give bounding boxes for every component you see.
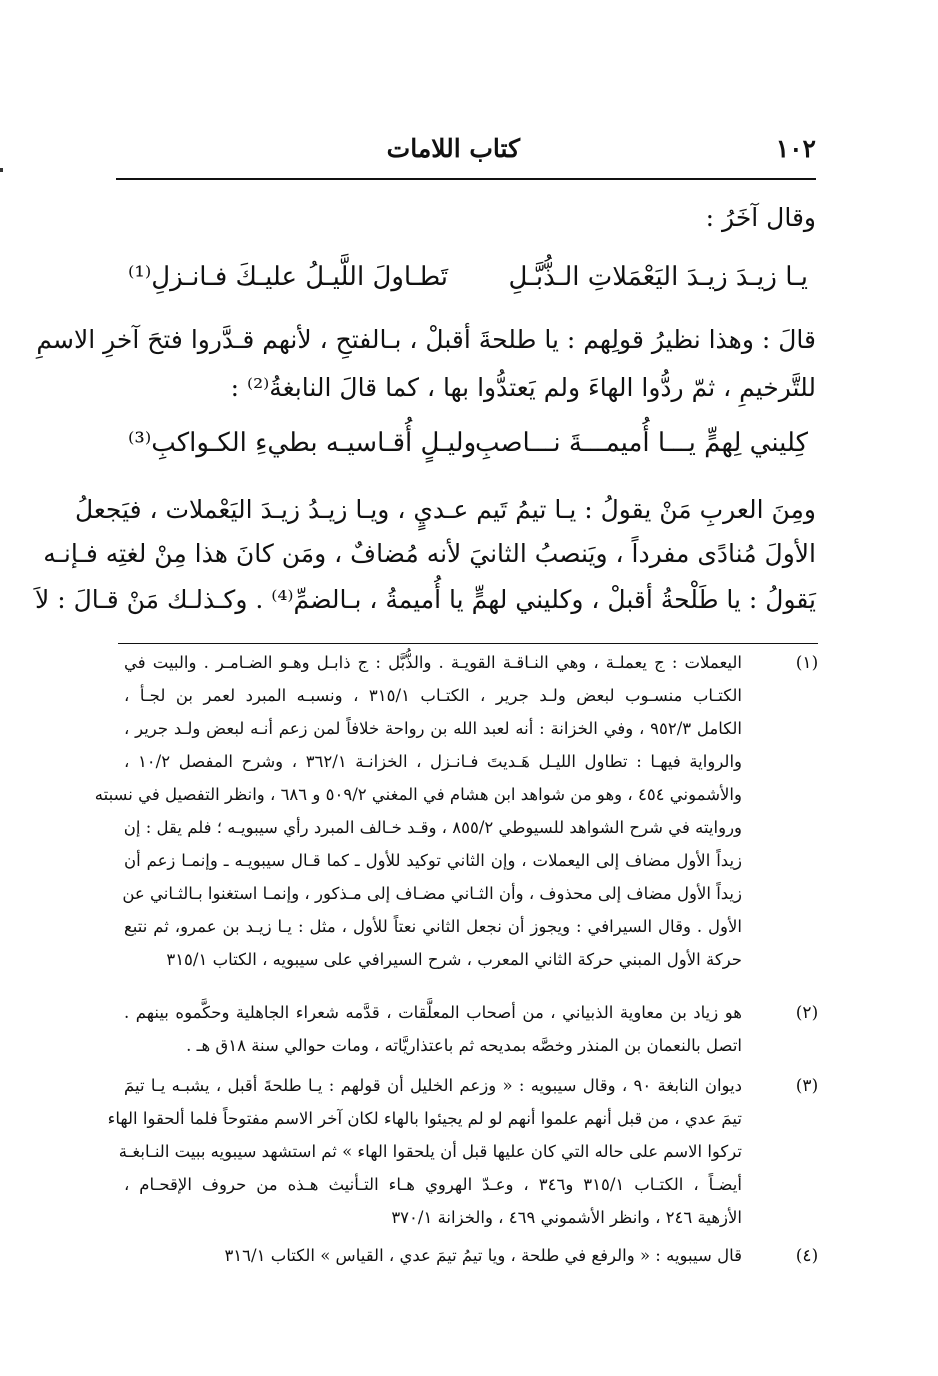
footnote-4-line: قال سيبويه : « والرفع في طلحة ، ويا تيمُ تيمَ عدي ، القياس » الكتاب ٣١٦/١ (224, 1246, 742, 1265)
footnote-1-line: حركة الأول المبني حركة الثاني المعرب ، شرح السيرافي على سيبويه ، الكتاب ٣١٥/١ (166, 950, 742, 969)
page-number: ١٠٢ (775, 134, 816, 163)
footnote-2-line: اتصل بالنعمان بن المنذر وخصَّه بمديحه ثم باعتذاريَّاته ، ومات حوالي سنة ١٨ق هـ . (186, 1036, 742, 1055)
scan-edge-mark (0, 168, 3, 172)
footnote-1-line: وروايته في شرح الشواهد للسيوطي ٨٥٥/٢ ، وقـد خـالف المبرد رأي سيبويـه ؛ فلم يقل : إن (123, 818, 742, 837)
footnote-3-line: أيضـاً ، الكتـاب ٣١٥/١ و٣٤٦ ، وعـدّ الهروي هـاء التـأنيث هـذه من حروف الإقحـام ، (124, 1175, 742, 1194)
footnote-3-line: تيمَ عدي ، من قبل أنهم علموا أنهم لو لم يجيئوا بالهاء لكان آخر الاسم مفتوحاً فلما ألحقوا الهاء (107, 1109, 742, 1128)
paragraph-2-line-1: ومِنَ العربِ مَنْ يقولُ : يـا تيمُ تَيم عـديٍ ، ويـا زيـدُ زيـدَ اليَعْملات ، فيَجعلُ (74, 495, 816, 524)
footnote-3-line: ديوان النابغة ٩٠ ، وقال سيبويه : « وزعم الخليل أن قولهم : يـا طلحةَ أقبل ، يشبـه يـا تيمَ (124, 1076, 743, 1095)
footnote-1-line: اليعملات : ج يعملـة ، وهي النـاقـة القويـة . والذُّبَّل : ج ذابـل وهـو الضـامـر . والبيت في (124, 653, 742, 672)
paragraph-2-line-3: يَقولُ : يا طَلْحةُ أقبلْ ، وكليني لهمٍّ يا أُميمةُ ، بـالضمِّ⁽⁴⁾ . وكـذلـك مَنْ قـالَ : لاَ (35, 585, 816, 614)
verse-2-first-hemistich: كِليني لِهمٍّ يـــا أُميمـــةَ نـــاصبِ (474, 428, 808, 458)
verse-2 (128, 428, 808, 468)
footnote-1-line: زيداً الأول مضاف إلى اليعملات ، وإن الثاني توكيد للأول ـ كما قـال سيبويـه ـ وإنمـا زعم أن (124, 851, 742, 870)
footnote-3-line: الأزهية ٢٤٦ ، وانظر الأشموني ٤٦٩ ، والخزانة ٣٧٠/١ (391, 1208, 742, 1227)
verse-1-first-hemistich: يـا زيـدَ زيـدَ اليَعْمَلاتِ الـذُّبَّـلِ (508, 262, 808, 292)
footnote-1-line: والرواية فيهـا : تطاول الليـل هَـديتَ فـانـزل ، الخزانـة ٣٦٢/١ ، وشرح المفصل ١٠/٢ ، (124, 752, 742, 771)
footnote-1-line: زيداً الأول مضاف إلى محذوف ، وأن الثـاني مضـاف إلى مـذكور ، وإنمـا استغنوا بـالثـاني عن (122, 884, 742, 903)
footnote-3-number: (٣) (795, 1076, 819, 1096)
paragraph-1-line-2: للتَّرخيمِ ، ثمّ ردُّوا الهاءَ ولم يَعتدُّوا بها ، كما قالَ النابغةُ⁽²⁾ : (230, 373, 816, 402)
footnote-2-line: هو زياد بن معاوية الذبياني ، من أصحاب المعلَّقات ، قدَّمه شعراء الجاهلية وحكَّموه بينهم . (124, 1003, 742, 1022)
verse-2-second-hemistich: وليـلٍ أُقـاسيـه بطيءِ الكـواكبِ⁽³⁾ (128, 428, 477, 458)
paragraph-2-line-2: الأولَ مُنادًى مفرداً ، ويَنصبُ الثانيَ لأنه مُضافٌ ، ومَن كانَ هذا مِنْ لغتِه فـإنـه (43, 539, 816, 568)
page-header (116, 128, 816, 180)
footnote-1-line: الأول . وقال السيرافي : ويجوز أن نجعل الثاني نعتاً للأول ، مثل : يـا زيـد بن عمرو، ثم نتبع (124, 917, 742, 936)
footnote-4-number: (٤) (795, 1246, 819, 1266)
footnote-3-line: تركوا الاسم على حاله التي كان عليها قبل أن يلحقوا الهاء » ثم استشهد سيبويه ببيت النـابغـة (118, 1142, 742, 1161)
book-title: كتاب اللامات (386, 134, 520, 163)
footnote-1-line: الكامل ٩٥٢/٣ ، وفي الخزانة : أنه لعبد الله بن رواحة خلافاً لمن زعم أنـه لبعض ولـد جرير ، (124, 719, 742, 738)
footnote-2-number: (٢) (795, 1003, 819, 1023)
verse-1-second-hemistich: تَطـاولَ اللَّيـلُ عليـكَ فـانـزلِ⁽¹⁾ (128, 262, 449, 292)
footnote-1-number: (١) (795, 653, 819, 673)
footnote-1-line: الكتـاب منسـوب لبعض ولـد جرير ، الكتـاب ٣١٥/١ ، ونسبـه المبرد لعمر بن لجـأ ، (124, 686, 742, 705)
intro-line: وقال آخَرُ : (705, 203, 816, 232)
verse-1 (128, 262, 808, 302)
footnote-1-line: والأشموني ٤٥٤ ، وهو من شواهد ابن هشام في المغني ٥٠٩/٢ و ٦٨٦ ، وانظر التفصيل في نسبته (94, 785, 742, 804)
footnote-separator (118, 643, 818, 644)
paragraph-1-line-1: قالَ : وهذا نظيرُ قولِهم : يا طلحةَ أقبلْ ، بـالفتحِ ، لأنهم قـدَّروا فتحَ آخرِ الاسمِ (36, 325, 816, 354)
